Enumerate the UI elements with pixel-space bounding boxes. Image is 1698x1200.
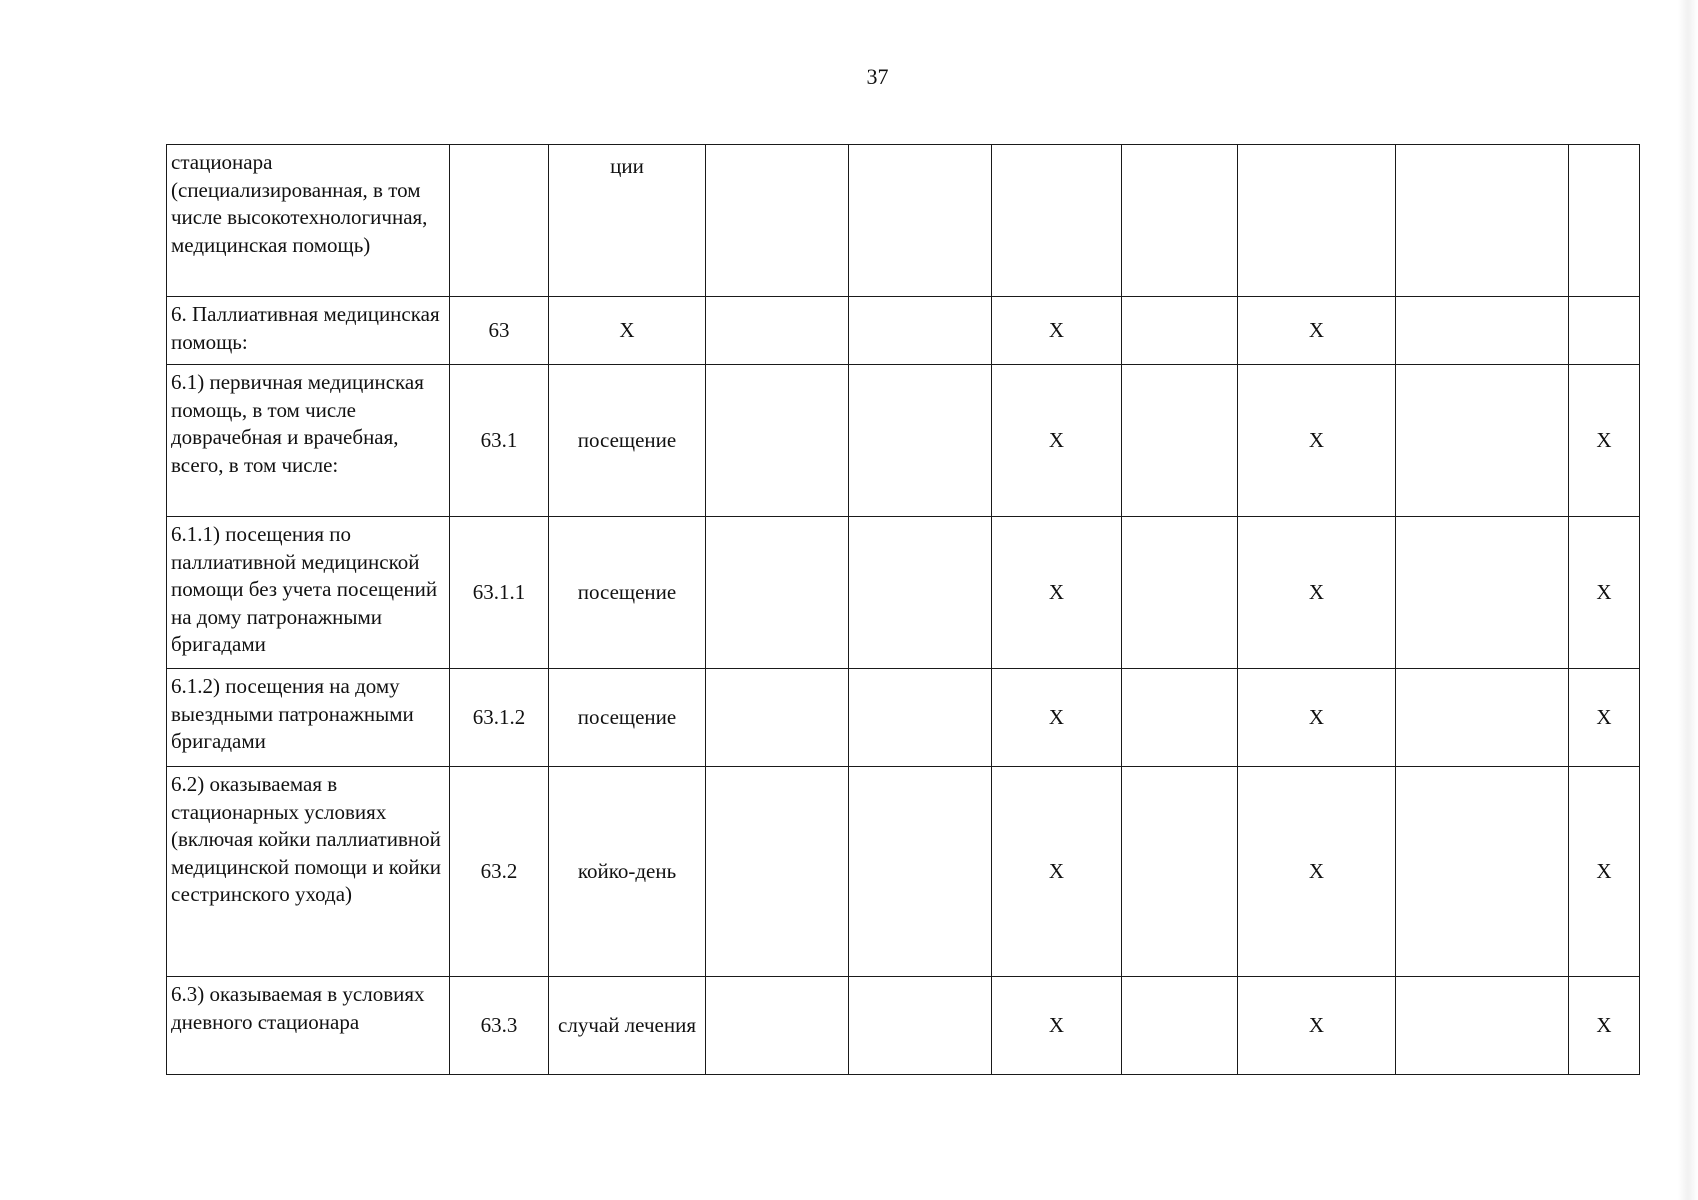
data-table (166, 144, 1640, 1075)
value-cell (706, 767, 849, 977)
value-cell (1122, 517, 1238, 669)
row-name-cell: 6. Паллиативная медицинская помощь: (167, 297, 450, 365)
table-row (167, 517, 1640, 669)
value-cell (992, 145, 1122, 297)
row-unit-cell: случай лечения (549, 977, 706, 1075)
value-cell (1396, 297, 1569, 365)
value-cell (1122, 365, 1238, 517)
table-row (167, 767, 1640, 977)
value-cell (1396, 767, 1569, 977)
value-cell: X (1569, 977, 1640, 1075)
value-cell (1569, 297, 1640, 365)
value-cell (1396, 977, 1569, 1075)
value-cell: X (1238, 767, 1396, 977)
row-unit-cell: посещение (549, 669, 706, 767)
value-cell (706, 365, 849, 517)
row-unit-cell: посещение (549, 365, 706, 517)
row-name-cell: 6.1.1) посещения по паллиативной медицинской помощи без учета посещений на дому патронажными бригадами (167, 517, 450, 669)
row-code-cell: 63 (450, 297, 549, 365)
row-name-cell: 6.1.2) посещения на дому выездными патронажными бригадами (167, 669, 450, 767)
value-cell: X (992, 517, 1122, 669)
row-name-cell: 6.1) первичная медицинская помощь, в том числе доврачебная и врачебная, всего, в том числе: (167, 365, 450, 517)
row-code-cell: 63.1.2 (450, 669, 549, 767)
value-cell: X (992, 767, 1122, 977)
value-cell (1396, 145, 1569, 297)
row-unit-cell: посещение (549, 517, 706, 669)
value-cell (1396, 365, 1569, 517)
row-name-cell: стационара (специализированная, в том числе высокотехнологичная, медицинская помощь) (167, 145, 450, 297)
row-unit-cell: X (549, 297, 706, 365)
row-unit-cell: ции (549, 145, 706, 297)
row-code-cell: 63.1 (450, 365, 549, 517)
value-cell (849, 669, 992, 767)
value-cell: X (1569, 669, 1640, 767)
scan-edge (1678, 0, 1698, 1200)
value-cell (849, 365, 992, 517)
value-cell (849, 297, 992, 365)
row-code-cell (450, 145, 549, 297)
value-cell: X (1238, 517, 1396, 669)
value-cell (706, 297, 849, 365)
value-cell: X (992, 977, 1122, 1075)
value-cell (1396, 517, 1569, 669)
row-name-cell: 6.3) оказываемая в условиях дневного стационара (167, 977, 450, 1075)
value-cell: X (1238, 297, 1396, 365)
table-row (167, 669, 1640, 767)
table-row (167, 297, 1640, 365)
value-cell: X (992, 365, 1122, 517)
value-cell (706, 517, 849, 669)
page-number: 37 (866, 64, 889, 89)
row-code-cell: 63.3 (450, 977, 549, 1075)
row-code-cell: 63.2 (450, 767, 549, 977)
value-cell: X (1238, 365, 1396, 517)
value-cell: X (1238, 977, 1396, 1075)
value-cell (1238, 145, 1396, 297)
value-cell (1122, 297, 1238, 365)
value-cell (849, 145, 992, 297)
row-unit-cell: койко-день (549, 767, 706, 977)
value-cell (1122, 767, 1238, 977)
value-cell: X (1569, 365, 1640, 517)
value-cell (849, 977, 992, 1075)
value-cell (1122, 669, 1238, 767)
table-row (167, 977, 1640, 1075)
table-row (167, 365, 1640, 517)
value-cell (1569, 145, 1640, 297)
value-cell (1122, 977, 1238, 1075)
value-cell: X (1238, 669, 1396, 767)
value-cell: X (1569, 517, 1640, 669)
table-row (167, 145, 1640, 297)
value-cell (1122, 145, 1238, 297)
value-cell (706, 145, 849, 297)
value-cell (706, 669, 849, 767)
value-cell: X (992, 297, 1122, 365)
value-cell (849, 767, 992, 977)
row-name-cell: 6.2) оказываемая в стационарных условиях (включая койки паллиативной медицинской помощи и койки сестринского ухода) (167, 767, 450, 977)
value-cell: X (1569, 767, 1640, 977)
value-cell (1396, 669, 1569, 767)
row-code-cell: 63.1.1 (450, 517, 549, 669)
value-cell (849, 517, 992, 669)
value-cell: X (992, 669, 1122, 767)
value-cell (706, 977, 849, 1075)
